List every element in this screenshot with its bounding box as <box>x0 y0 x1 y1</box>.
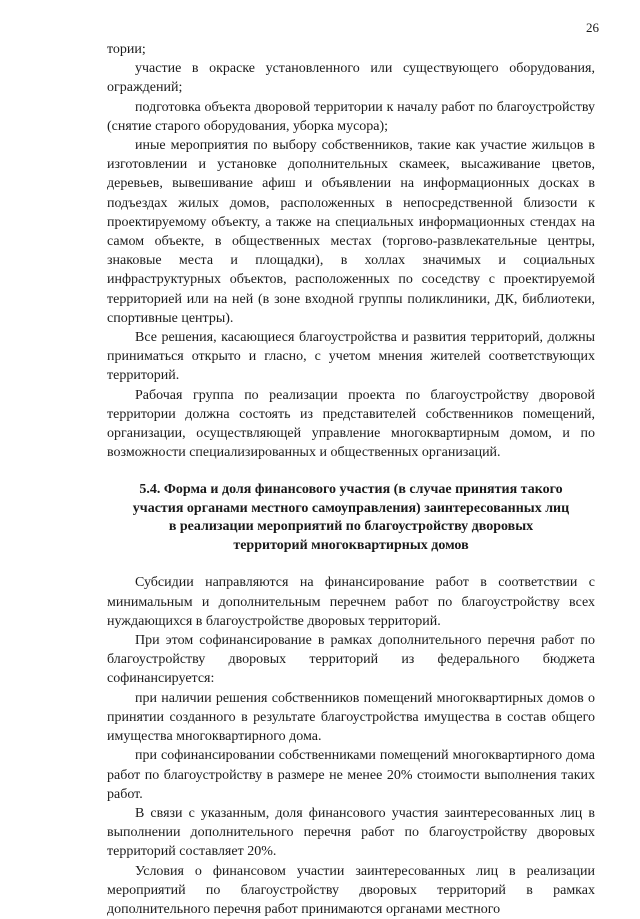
document-body <box>107 40 595 919</box>
paragraph: Рабочая группа по реализации проекта по благоустройству дворовой территории должна состоять из представителей собственников помещений, организации, осуществляющей управление многоквартирным домом, и по возможности специализированных и общественных организаций. <box>107 387 595 461</box>
paragraph: Условия о финансовом участии заинтересованных лиц в реализации мероприятий по благоустройству дворовых территорий в рамках дополнительного перечня работ принимаются органами местного <box>107 863 595 917</box>
section-heading <box>107 481 595 555</box>
paragraph: Все решения, касающиеся благоустройства и развития территорий, должны приниматься открыто и гласно, с учетом мнения жителей соответствующих территорий. <box>107 330 595 384</box>
paragraph: В связи с указанным, доля финансового участия заинтересованных лиц в выполнении дополнительного перечня работ по благоустройству дворовых территорий составляет 20%. <box>107 805 595 860</box>
section-heading-line: в реализации мероприятий по благоустройству дворовых <box>168 519 534 535</box>
paragraph: Субсидии направляются на финансирование работ в соответствии с минимальным и дополнительным перечнем работ по благоустройству всех нуждающихся в благоустройстве дворовых территорий. <box>107 575 595 629</box>
paragraph: участие в окраске установленного или существующего оборудования, ограждений; <box>107 61 595 96</box>
paragraph: при софинансировании собственниками помещений многоквартирного дома работ по благоустройству в размере не менее 20% стоимости выполнения таких работ. <box>107 748 595 802</box>
page-number: 26 <box>586 20 599 35</box>
paragraph: подготовка объекта дворовой территории к началу работ по благоустройству (снятие старого оборудования, уборка мусора); <box>107 99 595 134</box>
paragraph: тории; <box>107 42 146 57</box>
paragraph: при наличии решения собственников помещений многоквартирных домов о принятии созданного в результате благоустройства имущества в состав общего имущества многоквартирного дома. <box>107 690 595 745</box>
section-heading-line: территорий многоквартирных домов <box>233 537 469 553</box>
paragraph: При этом софинансирование в рамках дополнительного перечня работ по благоустройству дворовых территорий из федерального бюджета софинансируется: <box>107 633 595 687</box>
section-heading-line: участия органами местного самоуправления) заинтересованных лиц <box>132 500 570 516</box>
paragraph: иные мероприятия по выбору собственников, такие как участие жильцов в изготовлении и установке дополнительных скамеек, высаживание цветов, деревьев, вывешивание афиш и объявлении на информационных досках в подъездах жилых домов, расположенных в непосредственной близости к проектируемому объекту, а также на специальных информационных стендах на самом объекте, в общественных местах (торгово-развлекательные центры, знаковые места и площадки), в холлах значимых и социальных инфраструктурных объектов, расположенных по соседству с проектируемой территорией или на ней (в зоне входной группы поликлиники, ДК, библиотеки, спортивные центры). <box>107 138 595 326</box>
section-heading-line: 5.4. Форма и доля финансового участия (в случае принятия такого <box>139 482 563 498</box>
